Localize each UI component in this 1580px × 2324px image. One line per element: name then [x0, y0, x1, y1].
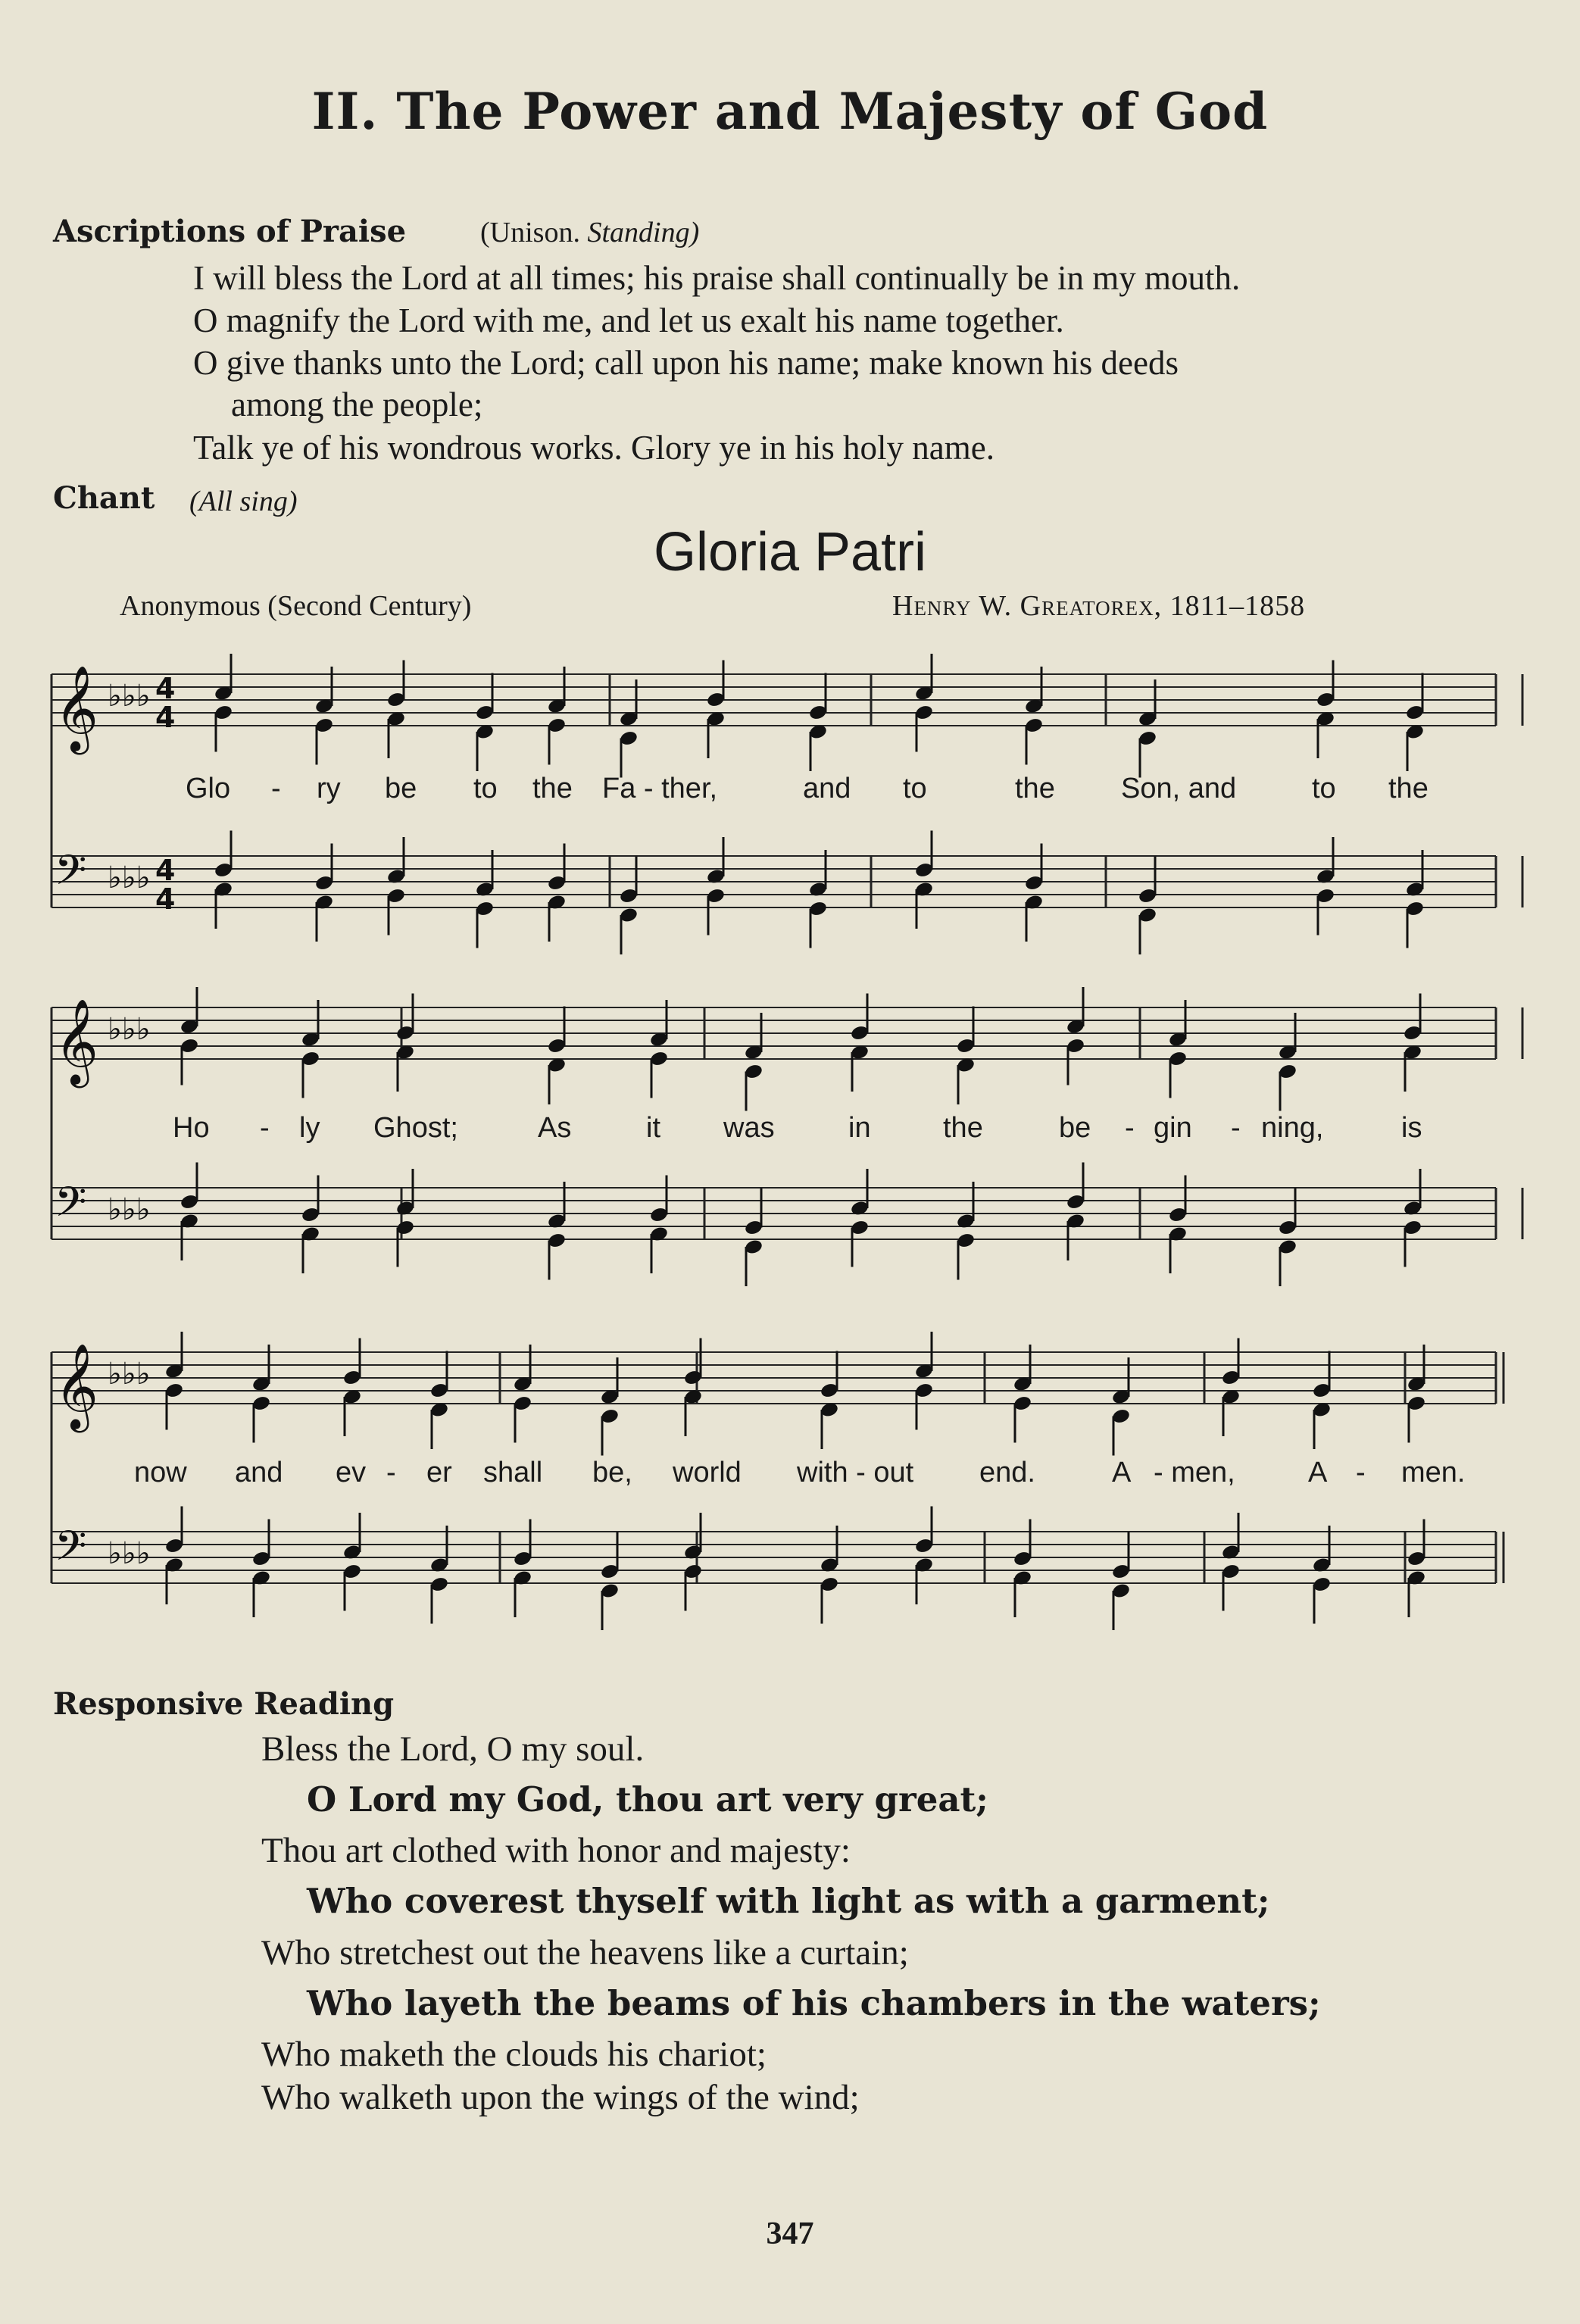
time-signature: 4	[155, 882, 176, 916]
lyric: -	[1125, 1112, 1135, 1144]
lyric: -	[271, 773, 281, 804]
lyric: in	[848, 1112, 871, 1144]
ascription-line-2: O magnify the Lord with me, and let us exalt his name together.	[193, 301, 1064, 339]
key-signature: ♭♭♭	[108, 1192, 151, 1227]
lyric: men.	[1401, 1457, 1466, 1488]
bass-clef: 𝄢	[55, 1522, 87, 1580]
lyric: ning,	[1261, 1112, 1324, 1144]
lyric: is	[1401, 1112, 1422, 1144]
responsive-line-3: Thou art clothed with honor and majesty:	[261, 1831, 851, 1870]
responsive-line-2: O Lord my God, thou art very great;	[307, 1779, 988, 1820]
lyric: Ghost;	[373, 1112, 458, 1144]
lyric: be	[385, 773, 417, 804]
responsive-line-4: Who coverest thyself with light as with a garment;	[307, 1881, 1270, 1921]
bass-clef: 𝄢	[55, 846, 87, 904]
lyric: the	[1015, 773, 1055, 804]
chant-note: (All sing)	[189, 486, 298, 517]
lyric: A	[1112, 1457, 1132, 1488]
lyric: Ho	[173, 1112, 210, 1144]
lyric: was	[723, 1112, 775, 1144]
lyrics-line-3	[0, 1457, 1580, 1495]
key-signature: ♭♭♭	[108, 679, 151, 714]
ascriptions-note-b: Standing)	[587, 217, 700, 248]
time-signature: 4	[155, 672, 176, 705]
lyric: - men,	[1154, 1457, 1235, 1488]
lyric: ev	[336, 1457, 367, 1488]
hymn-title: Gloria Patri	[653, 522, 927, 583]
key-signature: ♭♭♭	[108, 861, 151, 895]
lyric: er	[426, 1457, 452, 1488]
ascriptions-heading: Ascriptions of Praise	[53, 214, 407, 249]
responsive-line-1: Bless the Lord, O my soul.	[261, 1729, 645, 1769]
lyric: with - out	[797, 1457, 914, 1488]
lyric: the	[532, 773, 573, 804]
lyric: As	[538, 1112, 572, 1144]
bass-clef: 𝄢	[55, 1178, 87, 1236]
ascriptions-note-a: (Unison.	[480, 217, 580, 248]
responsive-heading: Responsive Reading	[53, 1686, 395, 1722]
lyric: ry	[317, 773, 341, 804]
section-title: II. The Power and Majesty of God	[311, 82, 1269, 141]
lyric: be,	[592, 1457, 632, 1488]
lyric: -	[1356, 1457, 1366, 1488]
key-signature: ♭♭♭	[108, 1357, 151, 1392]
responsive-line-6: Who layeth the beams of his chambers in the waters;	[307, 1983, 1321, 2023]
time-signature: 4	[155, 701, 176, 734]
page-number: 347	[766, 2216, 814, 2251]
chant-heading: Chant	[53, 480, 155, 516]
ascription-line-1: I will bless the Lord at all times; his praise shall continually be in my mouth.	[193, 259, 1241, 297]
lyric: -	[260, 1112, 270, 1144]
lyric: gin	[1154, 1112, 1192, 1144]
lyric: end.	[979, 1457, 1035, 1488]
treble-clef: 𝄞	[55, 1343, 98, 1429]
ascription-line-5: Talk ye of his wondrous works. Glory ye in his holy name.	[193, 429, 995, 467]
key-signature: ♭♭♭	[108, 1536, 151, 1571]
lyrics-line-2	[0, 1112, 1580, 1150]
treble-clef: 𝄞	[55, 665, 98, 751]
lyric: A	[1308, 1457, 1328, 1488]
key-signature: ♭♭♭	[108, 1012, 151, 1047]
lyric: shall	[483, 1457, 543, 1488]
lyrics-line-1	[0, 773, 1580, 811]
lyric: the	[1388, 773, 1429, 804]
lyric: to	[473, 773, 498, 804]
lyric: it	[646, 1112, 660, 1144]
treble-clef: 𝄞	[55, 998, 98, 1085]
lyric: -	[1231, 1112, 1241, 1144]
ascription-line-3: O give thanks unto the Lord; call upon his name; make known his deeds	[193, 344, 1179, 382]
lyric: and	[803, 773, 851, 804]
lyric: and	[235, 1457, 283, 1488]
lyric: Glo	[186, 773, 231, 804]
lyric: to	[1312, 773, 1336, 804]
lyric: now	[134, 1457, 187, 1488]
lyric: Fa - ther,	[602, 773, 718, 804]
responsive-line-8: Who walketh upon the wings of the wind;	[261, 2078, 860, 2117]
responsive-line-7: Who maketh the clouds his chariot;	[261, 2035, 767, 2074]
lyric: be	[1059, 1112, 1091, 1144]
lyric: to	[903, 773, 927, 804]
music-credit: Henry W. Greatorex, 1811–1858	[892, 590, 1306, 622]
lyric: world	[673, 1457, 742, 1488]
words-credit: Anonymous (Second Century)	[120, 590, 472, 622]
time-signature: 4	[155, 854, 176, 887]
responsive-line-5: Who stretchest out the heavens like a curtain;	[261, 1933, 909, 1973]
lyric: -	[386, 1457, 396, 1488]
lyric: Son, and	[1121, 773, 1237, 804]
lyric: ly	[299, 1112, 320, 1144]
ascription-line-4: among the people;	[231, 386, 483, 423]
lyric: the	[943, 1112, 983, 1144]
